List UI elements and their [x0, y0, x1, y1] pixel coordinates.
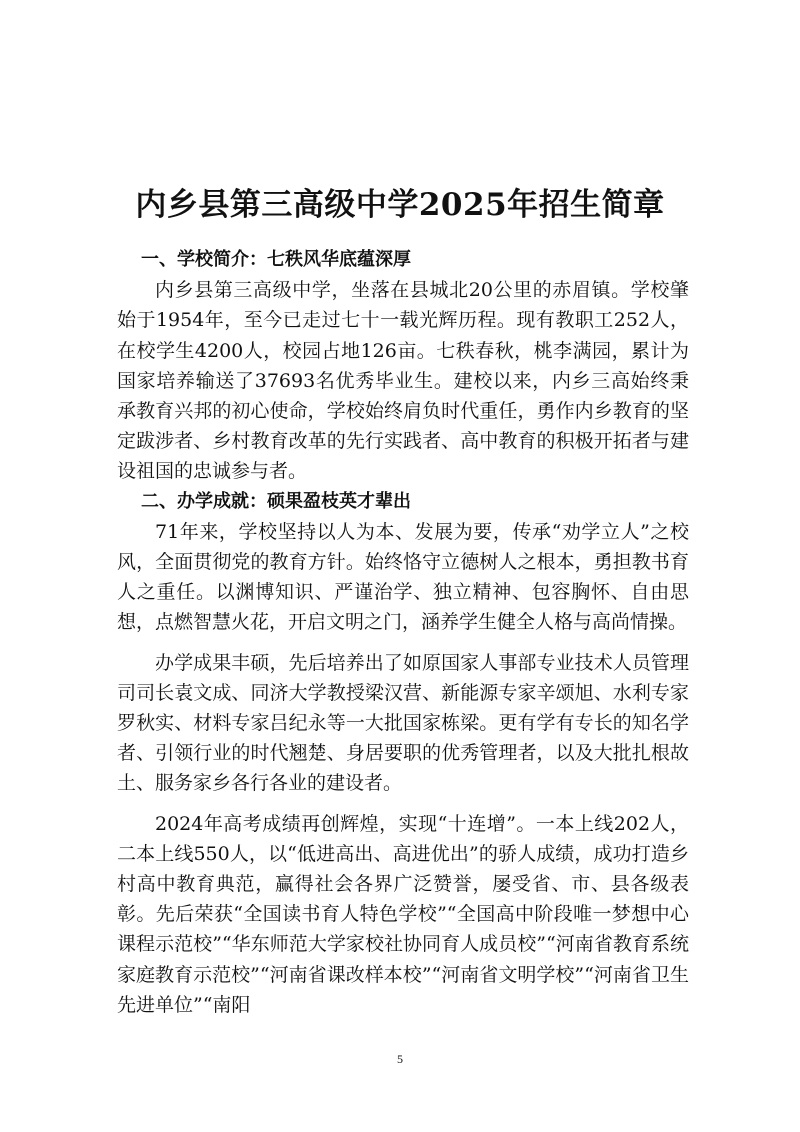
- document-body: [117, 245, 689, 1020]
- paragraph-exam-results: 2024年高考成绩再创辉煌，实现“十连增”。一本上线202人，二本上线550人，以“低进高出、高进优出”的骄人成绩，成功打造乡村高中教育典范，赢得社会各界广泛赞誉，屡受省、市、县各级表彰。先后荣获“全国读书育人特色学校”“全国高中阶段唯一梦想中心课程示范校”“华东师范大学家校社协同育人成员校”“河南省教育系统家庭教育示范校”“河南省课改样本校”“河南省文明学校”“河南省卫生先进单位”“南阳: [117, 812, 689, 1016]
- page-number: 5: [397, 1052, 403, 1066]
- section-heading-school-intro: 一、学校简介：七秩风华底蕴深厚: [141, 249, 411, 270]
- section-heading-achievements: 二、办学成就：硕果盈枝英才辈出: [141, 490, 411, 512]
- paragraph-alumni: 办学成果丰硕，先后培养出了如原国家人事部专业技术人员管理司司长袁文成、同济大学教授梁汉营、新能源专家辛颂旭、水利专家罗秋实、材料专家吕纪永等一大批国家栋梁。更有学有专长的知名学者、引领行业的时代翘楚、身居要职的优秀管理者，以及大批扎根故土、服务家乡各行各业的建设者。: [117, 651, 689, 795]
- page-title: 内乡县第三高级中学2025年招生简章: [135, 186, 665, 223]
- paragraph-philosophy: 71年来，学校坚持以人为本、发展为要，传承“劝学立人”之校风，全面贯彻党的教育方针。始终恪守立德树人之根本，勇担教书育人之重任。以渊博知识、严谨治学、独立精神、包容胸怀、自由思想，点燃智慧火花，开启文明之门，涵养学生健全人格与高尚情操。: [117, 520, 689, 634]
- paragraph-school-intro: 内乡县第三高级中学，坐落在县城北20公里的赤眉镇。学校肇始于1954年，至今已走过七十一载光辉历程。现有教职工252人，在校学生4200人，校园占地126亩。七秩春秋，桃李满园，累计为国家培养输送了37693名优秀毕业生。建校以来，内乡三高始终秉承教育兴邦的初心使命，学校始终肩负时代重任，勇作内乡教育的坚定跋涉者、乡村教育改革的先行实践者、高中教育的积极开拓者与建设祖国的忠诚参与者。: [117, 279, 689, 483]
